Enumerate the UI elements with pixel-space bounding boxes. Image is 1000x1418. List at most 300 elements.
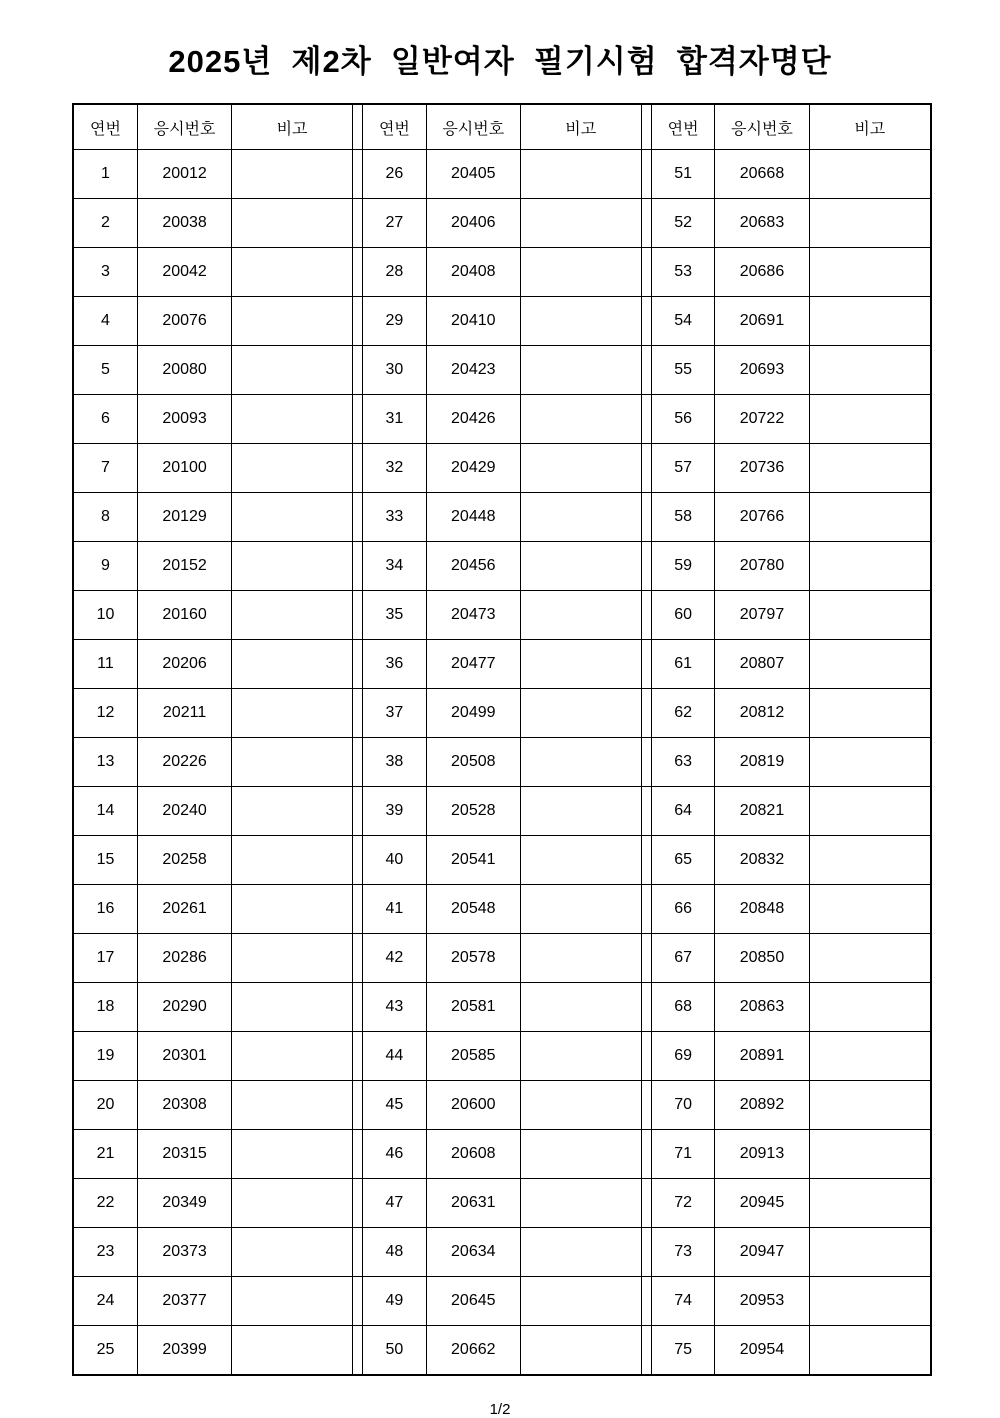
cell-seq: 16	[74, 885, 137, 934]
cell-seq: 57	[651, 444, 714, 493]
cell-note	[520, 1228, 641, 1277]
cell-note	[232, 787, 353, 836]
cell-exam-number: 20528	[426, 787, 520, 836]
cell-note	[520, 1277, 641, 1326]
cell-note	[232, 1326, 353, 1375]
cell-seq: 63	[651, 738, 714, 787]
cell-note	[520, 444, 641, 493]
cell-note	[232, 444, 353, 493]
column-gap	[352, 493, 362, 542]
cell-exam-number: 20819	[715, 738, 809, 787]
cell-note	[232, 297, 353, 346]
cell-exam-number: 20261	[137, 885, 231, 934]
cell-note	[809, 983, 930, 1032]
cell-note	[520, 297, 641, 346]
cell-note	[809, 591, 930, 640]
cell-exam-number: 20947	[715, 1228, 809, 1277]
column-gap	[641, 640, 651, 689]
cell-seq: 39	[363, 787, 426, 836]
header-number-2: 응시번호	[426, 105, 520, 150]
cell-note	[520, 150, 641, 199]
column-gap	[641, 1228, 651, 1277]
cell-note	[520, 248, 641, 297]
cell-seq: 64	[651, 787, 714, 836]
cell-exam-number: 20780	[715, 542, 809, 591]
cell-note	[232, 591, 353, 640]
table-row	[74, 346, 930, 395]
cell-seq: 30	[363, 346, 426, 395]
cell-exam-number: 20821	[715, 787, 809, 836]
cell-note	[232, 885, 353, 934]
column-gap	[641, 542, 651, 591]
table-header	[74, 105, 930, 150]
table-row	[74, 1326, 930, 1375]
column-gap	[641, 1179, 651, 1228]
cell-note	[809, 836, 930, 885]
column-gap	[352, 836, 362, 885]
cell-note	[232, 934, 353, 983]
table-header-row	[74, 105, 930, 150]
page-title: 2025년 제2차 일반여자 필기시험 합격자명단	[168, 44, 832, 79]
table-row	[74, 885, 930, 934]
cell-exam-number: 20608	[426, 1130, 520, 1179]
column-gap	[352, 542, 362, 591]
cell-note	[520, 591, 641, 640]
cell-note	[520, 199, 641, 248]
cell-seq: 49	[363, 1277, 426, 1326]
cell-note	[809, 1130, 930, 1179]
cell-note	[520, 934, 641, 983]
table-row	[74, 591, 930, 640]
column-gap	[641, 248, 651, 297]
cell-note	[520, 689, 641, 738]
cell-note	[520, 836, 641, 885]
cell-seq: 72	[651, 1179, 714, 1228]
cell-seq: 37	[363, 689, 426, 738]
cell-exam-number: 20308	[137, 1081, 231, 1130]
cell-note	[232, 1032, 353, 1081]
cell-note	[520, 542, 641, 591]
cell-exam-number: 20686	[715, 248, 809, 297]
table-row	[74, 983, 930, 1032]
column-gap	[352, 150, 362, 199]
cell-seq: 73	[651, 1228, 714, 1277]
column-gap	[352, 591, 362, 640]
table-row	[74, 1228, 930, 1277]
header-seq-1: 연번	[74, 105, 137, 150]
cell-seq: 47	[363, 1179, 426, 1228]
column-gap	[352, 934, 362, 983]
cell-note	[520, 395, 641, 444]
cell-exam-number: 20892	[715, 1081, 809, 1130]
cell-exam-number: 20408	[426, 248, 520, 297]
cell-seq: 32	[363, 444, 426, 493]
column-gap	[352, 1032, 362, 1081]
cell-exam-number: 20100	[137, 444, 231, 493]
header-note-3: 비고	[809, 105, 930, 150]
column-gap	[352, 346, 362, 395]
cell-exam-number: 20373	[137, 1228, 231, 1277]
cell-seq: 14	[74, 787, 137, 836]
cell-note	[232, 640, 353, 689]
table-row	[74, 1130, 930, 1179]
cell-exam-number: 20954	[715, 1326, 809, 1375]
column-gap	[352, 444, 362, 493]
column-gap	[352, 248, 362, 297]
cell-exam-number: 20349	[137, 1179, 231, 1228]
cell-exam-number: 20585	[426, 1032, 520, 1081]
column-gap	[641, 787, 651, 836]
cell-exam-number: 20807	[715, 640, 809, 689]
page-number: 1/2	[489, 1401, 511, 1418]
cell-exam-number: 20129	[137, 493, 231, 542]
table-row	[74, 1032, 930, 1081]
cell-seq: 65	[651, 836, 714, 885]
cell-seq: 20	[74, 1081, 137, 1130]
cell-seq: 68	[651, 983, 714, 1032]
cell-exam-number: 20850	[715, 934, 809, 983]
cell-exam-number: 20315	[137, 1130, 231, 1179]
cell-note	[809, 199, 930, 248]
column-gap	[352, 738, 362, 787]
cell-note	[809, 1081, 930, 1130]
cell-seq: 52	[651, 199, 714, 248]
cell-seq: 60	[651, 591, 714, 640]
cell-exam-number: 20693	[715, 346, 809, 395]
cell-seq: 15	[74, 836, 137, 885]
table-row	[74, 640, 930, 689]
cell-seq: 36	[363, 640, 426, 689]
table-row	[74, 150, 930, 199]
column-gap	[352, 885, 362, 934]
column-gap-1	[352, 105, 362, 150]
cell-seq: 21	[74, 1130, 137, 1179]
cell-seq: 8	[74, 493, 137, 542]
cell-seq: 5	[74, 346, 137, 395]
cell-note	[809, 787, 930, 836]
table-row	[74, 1081, 930, 1130]
cell-exam-number: 20645	[426, 1277, 520, 1326]
cell-note	[809, 1277, 930, 1326]
table-row	[74, 836, 930, 885]
cell-seq: 59	[651, 542, 714, 591]
cell-exam-number: 20152	[137, 542, 231, 591]
cell-note	[520, 787, 641, 836]
cell-exam-number: 20736	[715, 444, 809, 493]
cell-exam-number: 20691	[715, 297, 809, 346]
cell-exam-number: 20600	[426, 1081, 520, 1130]
cell-seq: 23	[74, 1228, 137, 1277]
header-note-1: 비고	[232, 105, 353, 150]
column-gap	[641, 836, 651, 885]
table-row	[74, 689, 930, 738]
cell-exam-number: 20286	[137, 934, 231, 983]
table-row	[74, 199, 930, 248]
header-number-1: 응시번호	[137, 105, 231, 150]
cell-exam-number: 20581	[426, 983, 520, 1032]
column-gap	[352, 1130, 362, 1179]
cell-note	[809, 689, 930, 738]
cell-seq: 58	[651, 493, 714, 542]
cell-exam-number: 20377	[137, 1277, 231, 1326]
cell-note	[232, 836, 353, 885]
cell-seq: 67	[651, 934, 714, 983]
cell-seq: 75	[651, 1326, 714, 1375]
column-gap	[641, 885, 651, 934]
cell-exam-number: 20848	[715, 885, 809, 934]
cell-exam-number: 20448	[426, 493, 520, 542]
cell-note	[232, 346, 353, 395]
cell-exam-number: 20634	[426, 1228, 520, 1277]
cell-note	[520, 1032, 641, 1081]
cell-seq: 2	[74, 199, 137, 248]
cell-seq: 17	[74, 934, 137, 983]
cell-seq: 42	[363, 934, 426, 983]
cell-exam-number: 20473	[426, 591, 520, 640]
column-gap	[352, 787, 362, 836]
cell-exam-number: 20206	[137, 640, 231, 689]
column-gap	[641, 591, 651, 640]
cell-note	[809, 1228, 930, 1277]
cell-seq: 22	[74, 1179, 137, 1228]
column-gap	[641, 1081, 651, 1130]
cell-seq: 46	[363, 1130, 426, 1179]
header-seq-2: 연번	[363, 105, 426, 150]
cell-note	[809, 248, 930, 297]
cell-exam-number: 20812	[715, 689, 809, 738]
cell-exam-number: 20426	[426, 395, 520, 444]
cell-exam-number: 20290	[137, 983, 231, 1032]
cell-seq: 66	[651, 885, 714, 934]
cell-exam-number: 20042	[137, 248, 231, 297]
cell-exam-number: 20406	[426, 199, 520, 248]
cell-seq: 28	[363, 248, 426, 297]
column-gap	[352, 1326, 362, 1375]
table-body	[74, 150, 930, 1375]
cell-seq: 69	[651, 1032, 714, 1081]
cell-seq: 27	[363, 199, 426, 248]
cell-note	[809, 346, 930, 395]
cell-exam-number: 20076	[137, 297, 231, 346]
cell-note	[520, 885, 641, 934]
cell-seq: 74	[651, 1277, 714, 1326]
column-gap	[641, 395, 651, 444]
cell-note	[232, 395, 353, 444]
cell-note	[520, 1081, 641, 1130]
cell-exam-number: 20863	[715, 983, 809, 1032]
pass-list-table	[74, 105, 930, 1374]
column-gap	[352, 1081, 362, 1130]
cell-seq: 61	[651, 640, 714, 689]
cell-exam-number: 20429	[426, 444, 520, 493]
cell-exam-number: 20662	[426, 1326, 520, 1375]
table-row	[74, 297, 930, 346]
cell-note	[809, 150, 930, 199]
cell-seq: 10	[74, 591, 137, 640]
cell-exam-number: 20160	[137, 591, 231, 640]
cell-seq: 55	[651, 346, 714, 395]
table-row	[74, 934, 930, 983]
table-row	[74, 1179, 930, 1228]
cell-seq: 31	[363, 395, 426, 444]
column-gap	[641, 150, 651, 199]
table-row	[74, 542, 930, 591]
cell-exam-number: 20226	[137, 738, 231, 787]
column-gap	[641, 689, 651, 738]
cell-exam-number: 20945	[715, 1179, 809, 1228]
cell-note	[520, 1179, 641, 1228]
cell-exam-number: 20093	[137, 395, 231, 444]
cell-seq: 38	[363, 738, 426, 787]
cell-exam-number: 20508	[426, 738, 520, 787]
cell-note	[520, 493, 641, 542]
cell-exam-number: 20953	[715, 1277, 809, 1326]
cell-note	[232, 150, 353, 199]
cell-exam-number: 20038	[137, 199, 231, 248]
cell-seq: 43	[363, 983, 426, 1032]
cell-note	[809, 1032, 930, 1081]
cell-note	[809, 640, 930, 689]
cell-note	[809, 493, 930, 542]
column-gap	[641, 346, 651, 395]
cell-note	[520, 1326, 641, 1375]
column-gap	[641, 738, 651, 787]
cell-seq: 24	[74, 1277, 137, 1326]
table-row	[74, 787, 930, 836]
cell-seq: 44	[363, 1032, 426, 1081]
cell-seq: 35	[363, 591, 426, 640]
column-gap	[352, 199, 362, 248]
column-gap	[352, 1277, 362, 1326]
header-note-2: 비고	[520, 105, 641, 150]
cell-note	[232, 1130, 353, 1179]
cell-seq: 13	[74, 738, 137, 787]
cell-seq: 48	[363, 1228, 426, 1277]
cell-exam-number: 20405	[426, 150, 520, 199]
cell-note	[809, 934, 930, 983]
cell-note	[232, 689, 353, 738]
cell-exam-number: 20012	[137, 150, 231, 199]
column-gap	[641, 1130, 651, 1179]
column-gap	[641, 983, 651, 1032]
cell-note	[809, 542, 930, 591]
cell-note	[809, 1326, 930, 1375]
cell-exam-number: 20913	[715, 1130, 809, 1179]
cell-note	[809, 885, 930, 934]
cell-seq: 19	[74, 1032, 137, 1081]
cell-exam-number: 20722	[715, 395, 809, 444]
cell-note	[520, 640, 641, 689]
cell-exam-number: 20301	[137, 1032, 231, 1081]
cell-seq: 18	[74, 983, 137, 1032]
table-row	[74, 738, 930, 787]
cell-seq: 1	[74, 150, 137, 199]
cell-seq: 34	[363, 542, 426, 591]
cell-note	[809, 1179, 930, 1228]
cell-exam-number: 20766	[715, 493, 809, 542]
cell-note	[232, 542, 353, 591]
cell-seq: 25	[74, 1326, 137, 1375]
column-gap	[352, 689, 362, 738]
column-gap	[352, 640, 362, 689]
cell-exam-number: 20891	[715, 1032, 809, 1081]
cell-seq: 71	[651, 1130, 714, 1179]
cell-note	[232, 1081, 353, 1130]
column-gap	[352, 1228, 362, 1277]
cell-seq: 45	[363, 1081, 426, 1130]
cell-exam-number: 20211	[137, 689, 231, 738]
cell-note	[232, 493, 353, 542]
table-container	[0, 103, 1000, 1381]
header-number-3: 응시번호	[715, 105, 809, 150]
cell-note	[809, 395, 930, 444]
table-outer-border	[72, 103, 932, 1376]
table-row	[74, 444, 930, 493]
cell-note	[232, 199, 353, 248]
cell-exam-number: 20631	[426, 1179, 520, 1228]
column-gap-2	[641, 105, 651, 150]
cell-exam-number: 20548	[426, 885, 520, 934]
cell-exam-number: 20258	[137, 836, 231, 885]
cell-exam-number: 20456	[426, 542, 520, 591]
cell-exam-number: 20477	[426, 640, 520, 689]
cell-exam-number: 20240	[137, 787, 231, 836]
cell-exam-number: 20578	[426, 934, 520, 983]
cell-seq: 12	[74, 689, 137, 738]
column-gap	[641, 199, 651, 248]
cell-note	[520, 738, 641, 787]
column-gap	[641, 297, 651, 346]
cell-note	[809, 444, 930, 493]
table-row	[74, 248, 930, 297]
cell-seq: 40	[363, 836, 426, 885]
cell-seq: 56	[651, 395, 714, 444]
cell-note	[520, 983, 641, 1032]
cell-seq: 3	[74, 248, 137, 297]
cell-exam-number: 20668	[715, 150, 809, 199]
cell-note	[809, 297, 930, 346]
cell-seq: 26	[363, 150, 426, 199]
cell-note	[232, 738, 353, 787]
cell-seq: 9	[74, 542, 137, 591]
column-gap	[641, 1277, 651, 1326]
cell-note	[232, 1179, 353, 1228]
cell-seq: 54	[651, 297, 714, 346]
cell-seq: 70	[651, 1081, 714, 1130]
cell-seq: 29	[363, 297, 426, 346]
cell-exam-number: 20410	[426, 297, 520, 346]
cell-note	[232, 248, 353, 297]
cell-seq: 53	[651, 248, 714, 297]
cell-exam-number: 20832	[715, 836, 809, 885]
cell-note	[232, 1228, 353, 1277]
cell-seq: 41	[363, 885, 426, 934]
cell-seq: 4	[74, 297, 137, 346]
column-gap	[641, 444, 651, 493]
cell-seq: 7	[74, 444, 137, 493]
cell-note	[520, 346, 641, 395]
header-seq-3: 연번	[651, 105, 714, 150]
cell-exam-number: 20797	[715, 591, 809, 640]
cell-note	[520, 1130, 641, 1179]
cell-exam-number: 20399	[137, 1326, 231, 1375]
table-row	[74, 493, 930, 542]
cell-exam-number: 20423	[426, 346, 520, 395]
column-gap	[352, 983, 362, 1032]
column-gap	[641, 493, 651, 542]
cell-note	[232, 1277, 353, 1326]
column-gap	[641, 1326, 651, 1375]
